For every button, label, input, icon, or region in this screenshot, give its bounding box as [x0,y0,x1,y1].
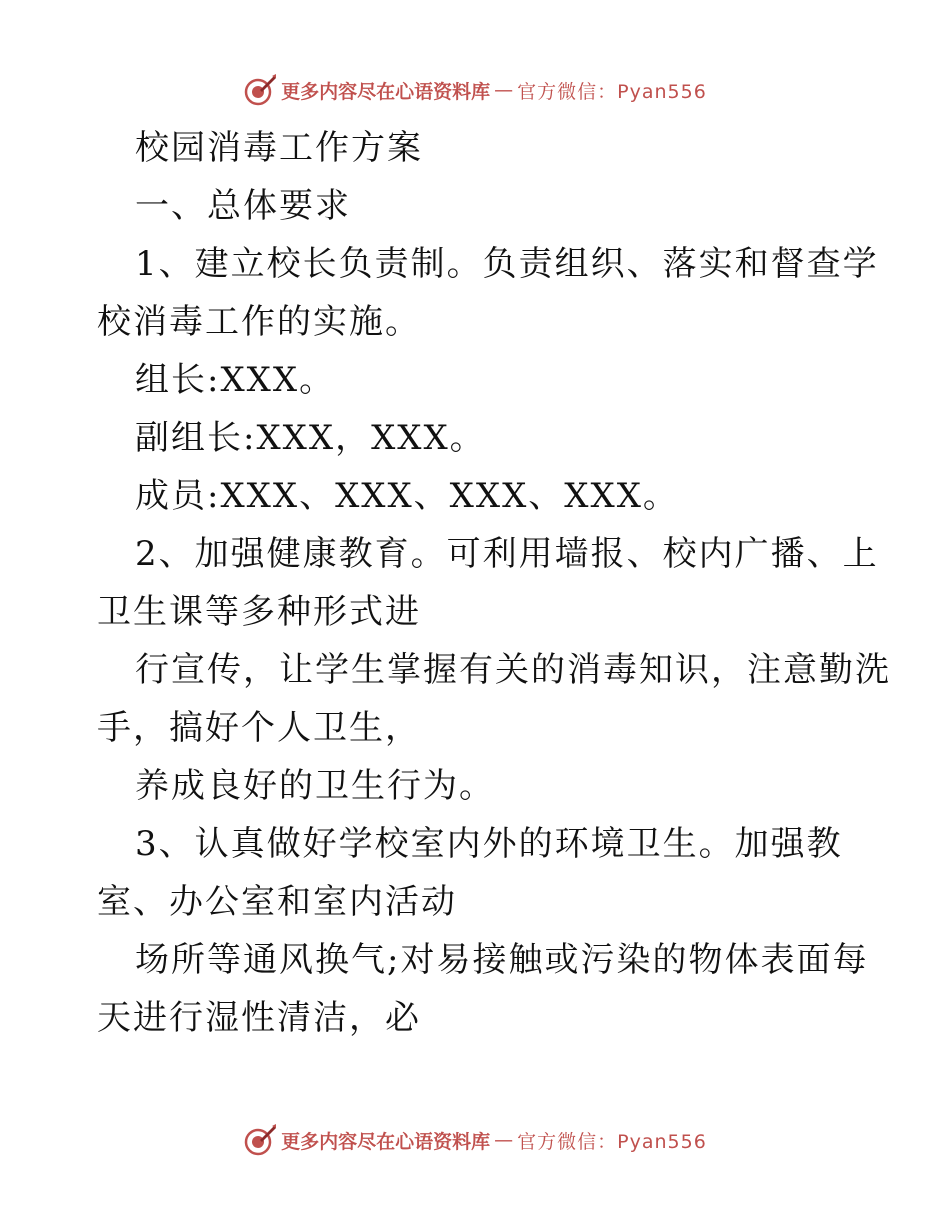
paragraph-line: 行宣传，让学生掌握有关的消毒知识，注意勤洗 [135,650,891,690]
banner-wechat-text: 官方微信：Pyan556 [517,80,707,103]
paragraph-line: 成员:XXX、XXX、XXX、XXX。 [135,476,679,516]
paragraph-line: 卫生课等多种形式进 [97,592,421,632]
banner-brand-text: 更多内容尽在心语资料库 [281,1130,491,1153]
paragraph-line: 1、建立校长负责制。负责组织、落实和督查学 [135,244,879,284]
banner-brand-text: 更多内容尽在心语资料库 [281,80,491,103]
paragraph-line: 手，搞好个人卫生， [97,708,421,748]
paragraph-line: 2、加强健康教育。可利用墙报、校内广播、上 [135,534,879,574]
paragraph-line: 组长:XXX。 [135,360,336,400]
footer-banner [0,1122,950,1158]
section-heading: 一、总体要求 [135,186,351,226]
header-banner [0,72,950,108]
banner-wechat-text: 官方微信：Pyan556 [517,1130,707,1153]
document-title: 校园消毒工作方案 [135,128,423,168]
paragraph-line: 场所等通风换气;对易接触或污染的物体表面每 [135,940,869,980]
paragraph-line: 养成良好的卫生行为。 [135,766,495,806]
paragraph-line: 天进行湿性清洁，必 [97,998,421,1038]
banner-separator: — [494,79,514,101]
document-body [97,119,891,1047]
pen-logo-icon [243,73,277,107]
banner-separator: — [494,1129,514,1151]
pen-logo-icon [243,1123,277,1157]
paragraph-line: 室、办公室和室内活动 [97,882,457,922]
paragraph-line: 副组长:XXX，XXX。 [135,418,486,458]
paragraph-line: 3、认真做好学校室内外的环境卫生。加强教 [135,824,843,864]
paragraph-line: 校消毒工作的实施。 [97,302,421,342]
